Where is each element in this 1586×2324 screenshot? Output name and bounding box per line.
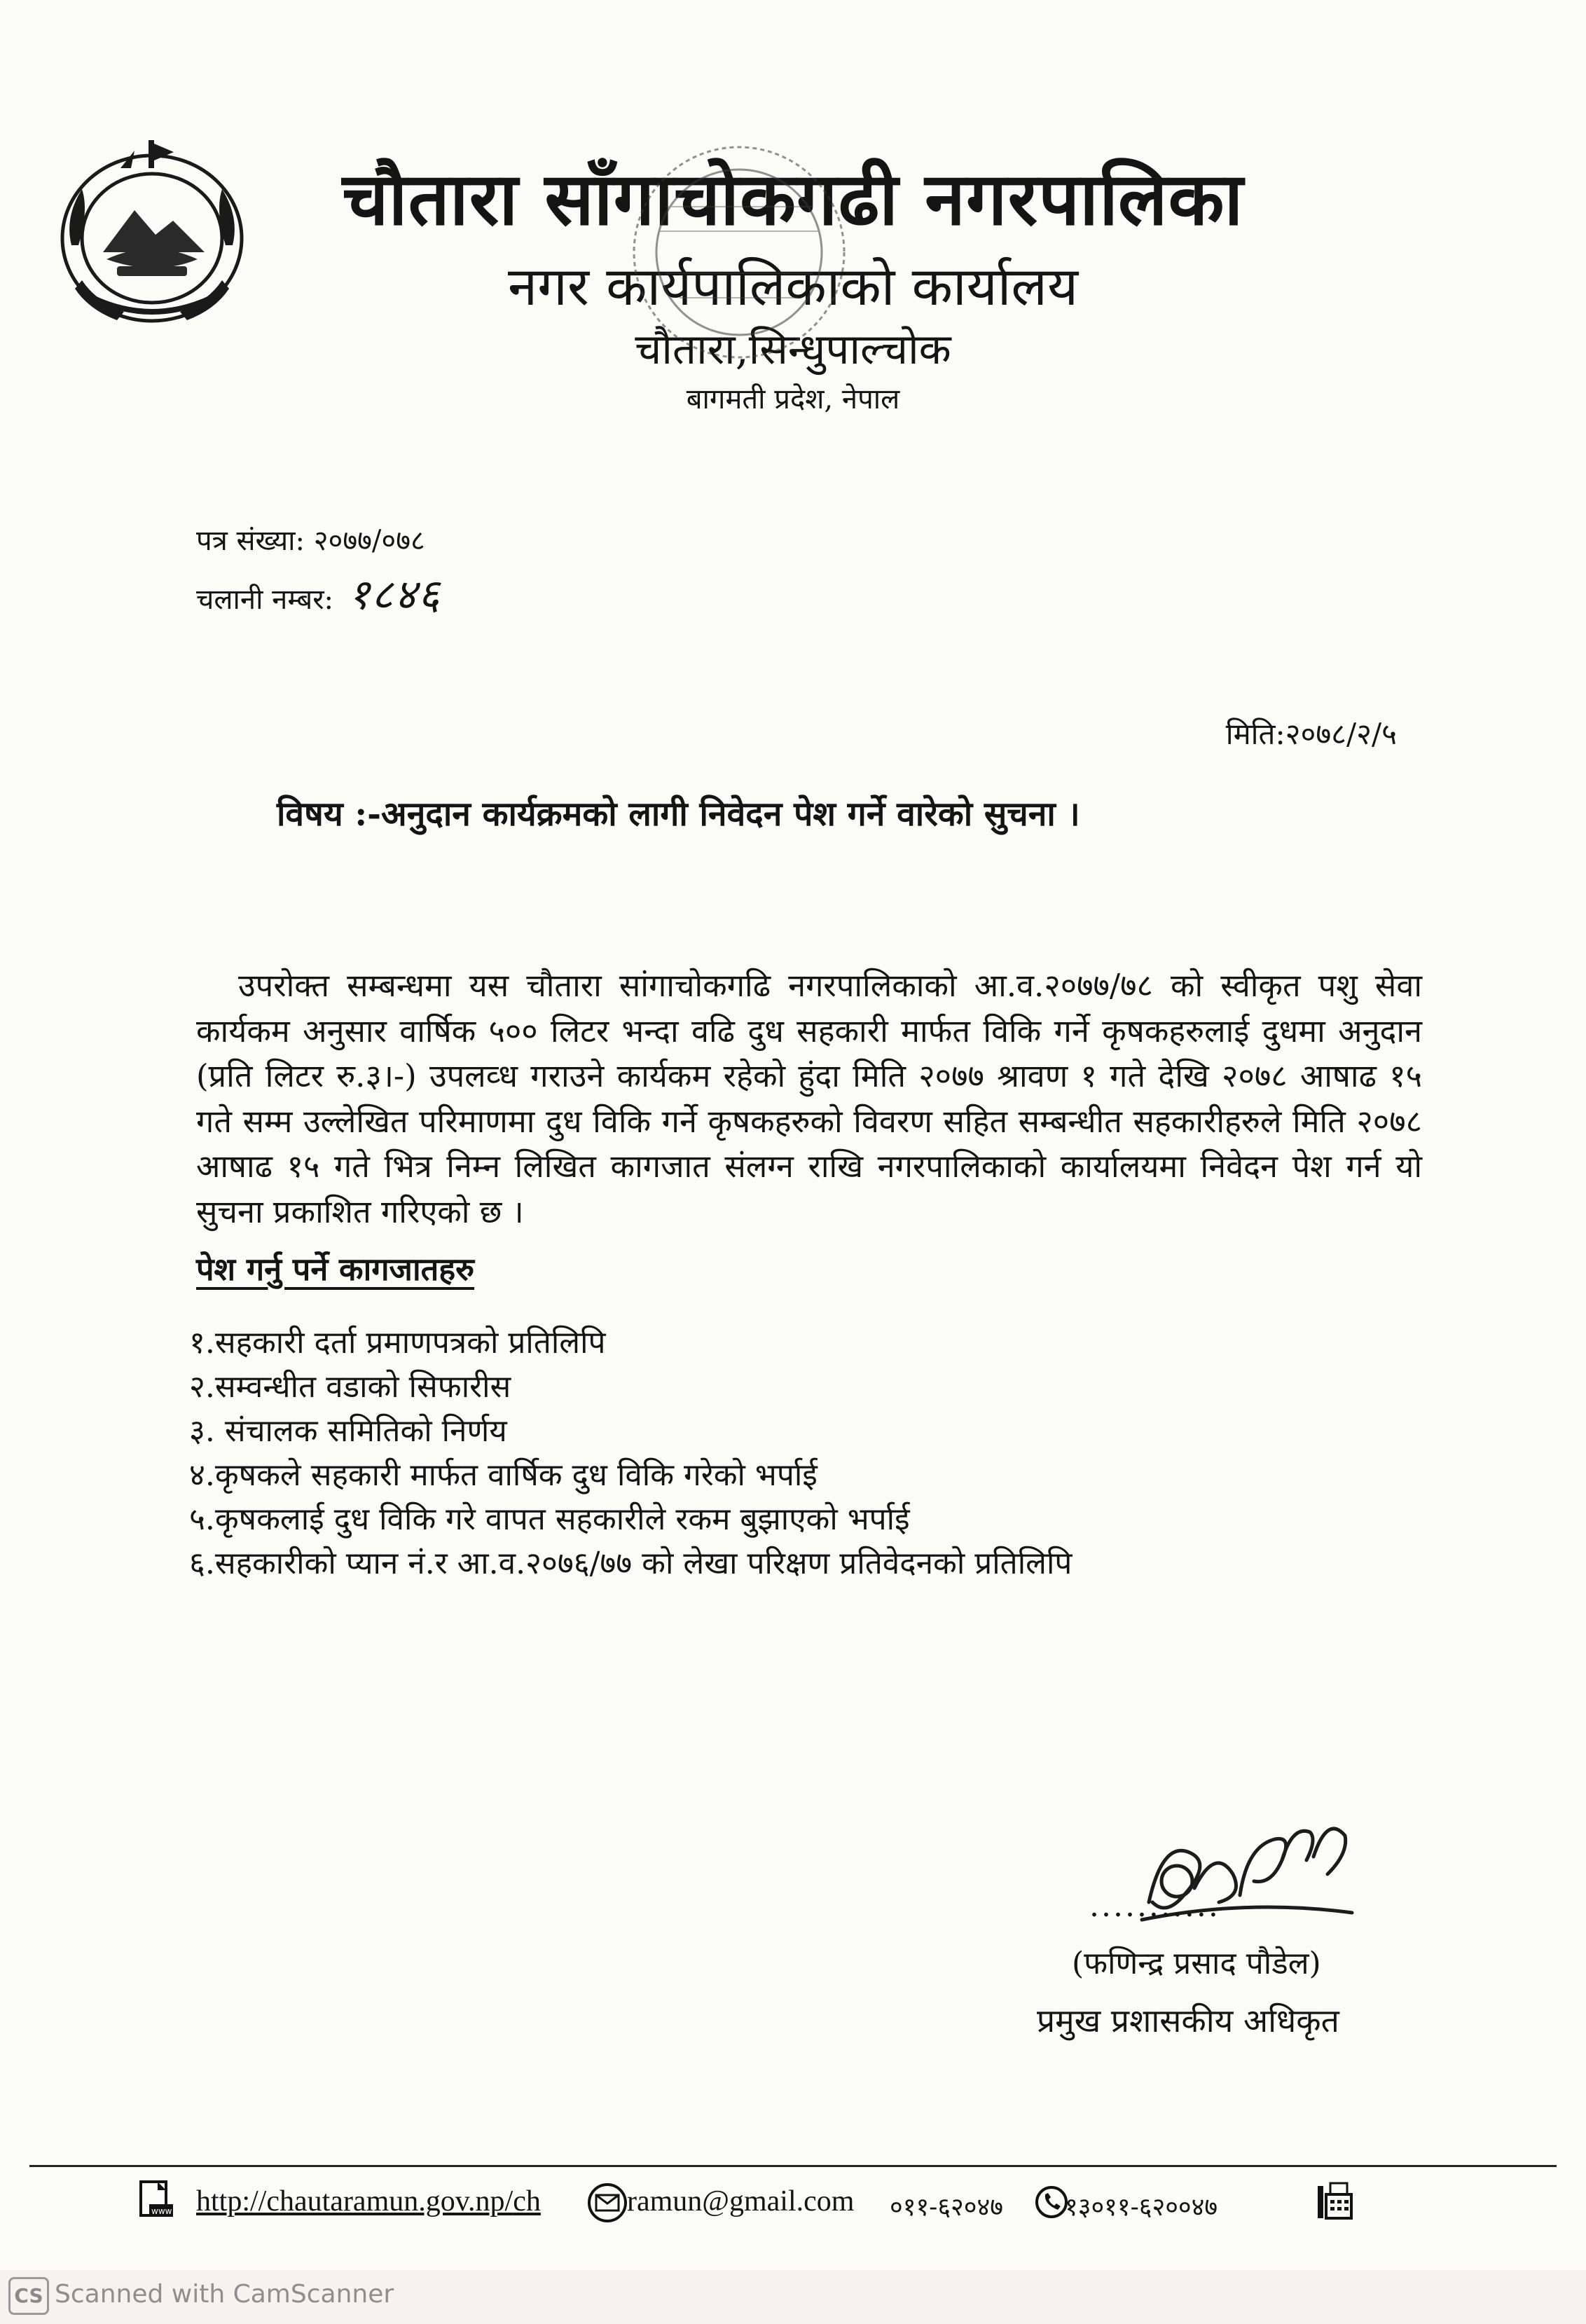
- signature-dots: ...........: [1089, 1888, 1220, 1924]
- letter-date: मिति:२०७८/२/५: [1225, 717, 1397, 751]
- scanner-watermark-bar: [0, 2270, 1586, 2324]
- office-seal-stamp: [588, 140, 890, 364]
- camscanner-watermark-text: Scanned with CamScanner: [55, 2280, 394, 2309]
- website-link[interactable]: [196, 2185, 541, 2218]
- office-location: चौतारा,सिन्धुपाल्चोक: [635, 325, 951, 374]
- camscanner-logo-icon: CS: [8, 2277, 49, 2315]
- letter-number-label: पत्र संख्या:: [196, 525, 305, 557]
- dispatch-number-label: चलानी नम्बर:: [196, 584, 334, 616]
- svg-text:www: www: [151, 2206, 172, 2216]
- phone-icon: [1035, 2185, 1068, 2220]
- letter-footer: [0, 2179, 1586, 2228]
- website-icon: [137, 2179, 176, 2221]
- letter-number-value: २०७७/०७८: [313, 525, 425, 557]
- documents-list: [189, 1321, 1072, 1586]
- fax-icon: [1313, 2180, 1356, 2222]
- letter-subject: विषय :-अनुदान कार्यक्रमको लागी निवेदन पेश गर्ने वारेको सुचना ।: [277, 795, 1080, 834]
- phone-number-2: १३०११-६२००४७: [1065, 2193, 1218, 2222]
- documents-heading: पेश गर्नु पर्ने कागजातहरु: [196, 1251, 475, 1288]
- signatory-title: प्रमुख प्रशासकीय अधिकृत: [1037, 2002, 1339, 2040]
- list-item: ५.कृषकलाई दुध विकि गरे वापत सहकारीले रकम बुझाएको भर्पाई: [189, 1501, 910, 1537]
- email-icon: [587, 2183, 628, 2222]
- list-item: १.सहकारी दर्ता प्रमाणपत्रको प्रतिलिपि: [189, 1325, 606, 1361]
- province-line: बागमती प्रदेश, नेपाल: [686, 383, 900, 415]
- footer-divider: [29, 2165, 1557, 2167]
- phone-number-1: ०११-६२०४७: [890, 2193, 1003, 2222]
- email-prefix: ch: [513, 2185, 541, 2218]
- list-item: ६.सहकारीको प्यान नं.र आ.व.२०७६/७७ को लेखा परिक्षण प्रतिवेदनको प्रतिलिपि: [189, 1546, 1073, 1581]
- office-name: नगर कार्यपालिकाको कार्यालय: [507, 255, 1079, 317]
- dispatch-number-line: [196, 564, 441, 621]
- email-address[interactable]: ramun@gmail.com: [627, 2185, 855, 2218]
- website-url: http://chautaramun.gov.np/: [196, 2185, 513, 2218]
- municipality-name: चौतारा साँगाचोकगढी नगरपालिका: [342, 156, 1244, 242]
- list-item: २.सम्वन्धीत वडाको सिफारीस: [189, 1369, 511, 1405]
- signatory-name: (फणिन्द्र प्रसाद पौडेल): [1072, 1946, 1321, 1981]
- notice-body: उपरोक्त सम्बन्धमा यस चौतारा सांगाचोकगढि नगरपालिकाको आ.व.२०७७/७८ को स्वीकृत पशु सेवा कार्यकम अनुसार वार्षिक ५०० लिटर भन्दा वढि दुध सहकारी मार्फत विकि गर्ने कृषकहरुलाई दुधमा अनुदान (प्रति लिटर रु.३।-) उपलव्ध गराउने कार्यकम रहेको हुंदा मिति २०७७ श्रावण १ गते देखि २०७८ आषाढ १५ गते सम्म उल्लेखित परिमाणमा दुध विकि गर्ने कृषकहरुको विवरण सहित सम्बन्धीत सहकारीहरुले मिति २०७८ आषाढ १५ गते भित्र निम्न लिखित कागजात संलग्न राखि नगरपालिकाको कार्यालयमा निवेदन पेश गर्न यो सुचना प्रकाशित गरिएको छ ।: [196, 967, 1422, 1230]
- list-item: ३. संचालक समितिको निर्णय: [189, 1413, 507, 1449]
- list-item: ४.कृषकले सहकारी मार्फत वार्षिक दुध विकि गरेको भर्पाई: [189, 1457, 818, 1493]
- dispatch-number-value: १८४६: [347, 570, 441, 619]
- letter-number-line: [196, 520, 425, 558]
